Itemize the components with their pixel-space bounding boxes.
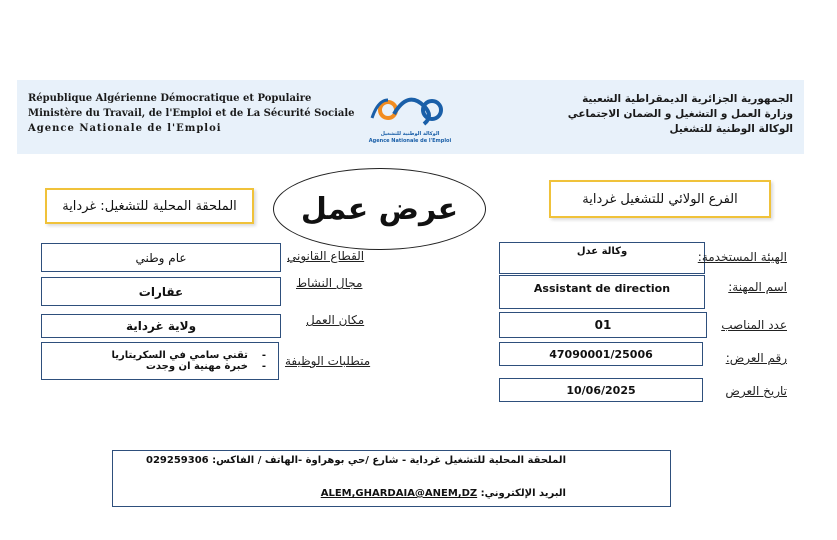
document-title (273, 168, 486, 250)
header-ar-line-1: الجمهورية الجزائرية الديمقراطية الشعبية (582, 93, 793, 105)
requirements-label: متطلبات الوظيفة (285, 354, 371, 368)
offer-date-label: تاريخ العرض (725, 384, 787, 398)
email-link[interactable]: ALEM,GHARDAIA@ANEM,DZ (320, 488, 478, 499)
title-text: عرض عمل (300, 191, 459, 227)
job-title-value: Assistant de direction (533, 282, 671, 295)
activity-label: مجال النشاط (296, 276, 363, 290)
header-ar-line-2: وزارة العمل و التشغيل و الضمان الاجتماعي (567, 108, 793, 120)
employer-field (499, 242, 705, 274)
workplace-field (41, 314, 281, 338)
legal-sector-field (41, 243, 281, 272)
contact-email-row (321, 488, 566, 499)
logo-caption-ar: الوكالة الوطنية للتشغيل (380, 131, 440, 137)
header-fr-line-3: Agence Nationale de l'Emploi (28, 123, 222, 134)
offer-number-value: 47090001/25006 (549, 347, 653, 361)
logo-caption (356, 131, 464, 145)
branch-left-text: الملحقة المحلية للتشغيل: غرداية (62, 198, 237, 214)
branch-right-box (549, 180, 771, 218)
positions-field (499, 312, 707, 338)
employer-label: الهيئة المستخدمة: (697, 250, 787, 264)
legal-sector-value: عام وطني (135, 250, 187, 265)
offer-date-value: 10/06/2025 (566, 383, 636, 397)
email-label: البريد الإلكتروني: (480, 488, 566, 499)
offer-date-field (499, 378, 703, 402)
job-title-label: اسم المهنة: (728, 280, 787, 294)
job-title-field (499, 275, 705, 309)
header-ar-line-3: الوكالة الوطنية للتشغيل (669, 123, 793, 135)
requirement-item: - تقني سامي في السكريتاريا (111, 350, 266, 361)
activity-field (41, 277, 281, 306)
employer-value: وكالة عدل (576, 246, 628, 257)
requirement-item: - خبرة مهنية ان وجدت (145, 361, 266, 372)
activity-value: عقارات (138, 284, 184, 299)
branch-right-text: الفرع الولائي للتشغيل غرداية (582, 191, 738, 207)
offer-number-field (499, 342, 703, 366)
legal-sector-label: القطاع القانوني (287, 249, 365, 263)
workplace-label: مكان العمل (306, 313, 365, 327)
branch-left-box (45, 188, 254, 224)
requirements-field (41, 342, 279, 380)
header-fr-line-1: République Algérienne Démocratique et Populaire (28, 93, 312, 104)
contact-address: الملحقة المحلية للتشغيل غرداية - شارع /حي بوهراوة -الهاتف / الفاكس: 029259306 (146, 455, 566, 466)
contact-box (112, 450, 671, 507)
positions-value: 01 (594, 318, 612, 332)
workplace-value: ولاية غرداية (125, 319, 197, 333)
offer-number-label: رقم العرض: (725, 351, 787, 365)
logo-caption-fr: Agence Nationale de l'Emploi (368, 138, 452, 144)
header-fr-line-2: Ministère du Travail, de l'Emploi et de La Sécurité Sociale (28, 108, 355, 119)
positions-label: عدد المناصب (721, 318, 787, 332)
